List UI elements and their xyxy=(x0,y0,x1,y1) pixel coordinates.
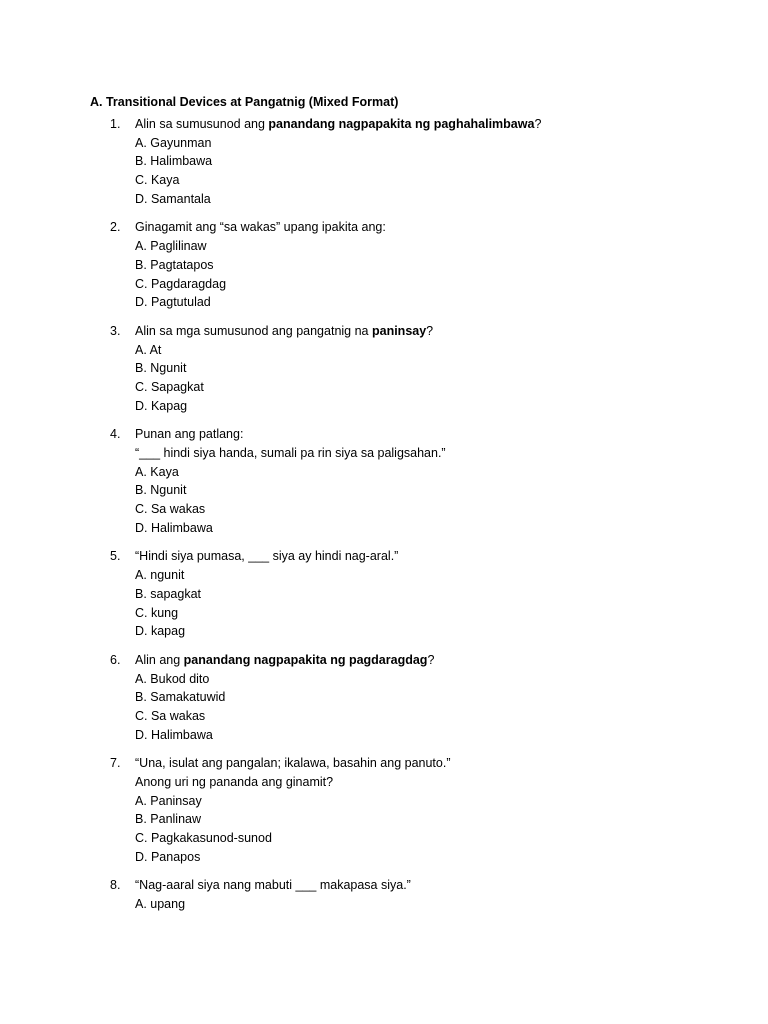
question-text-segment: ? xyxy=(426,323,434,338)
question-body xyxy=(135,547,768,640)
question-number: 6. xyxy=(110,652,121,667)
question-text-segment: ? xyxy=(534,117,542,131)
answer-option: B. sapagkat xyxy=(135,586,202,601)
question-text-segment: “Una, isulat ang pangalan; ikalawa, basahin ang panuto.” xyxy=(135,756,451,771)
answer-option: A. Paglilinaw xyxy=(135,239,207,254)
answer-option: A. At xyxy=(135,342,162,357)
answer-option: C. Sapagkat xyxy=(135,379,204,394)
question-number: 5. xyxy=(110,549,121,564)
question-text-segment: “___ hindi siya handa, sumali pa rin siya sa paligsahan.” xyxy=(135,446,446,460)
question-number: 3. xyxy=(110,323,121,338)
question-text xyxy=(135,547,768,566)
question-body xyxy=(135,218,768,311)
answer-option: B. Halimbawa xyxy=(135,154,213,169)
question-item xyxy=(0,876,768,913)
question-body xyxy=(135,322,768,415)
question-text-segment: Ginagamit ang “sa wakas” upang ipakita ang: xyxy=(135,220,386,235)
question-body xyxy=(135,651,768,744)
answer-option: A. Gayunman xyxy=(135,135,212,150)
question-number: 1. xyxy=(110,117,121,131)
answer-option: B. Panlinaw xyxy=(135,812,202,827)
question-item xyxy=(0,115,768,208)
answer-option: A. Kaya xyxy=(135,464,179,479)
question-text-segment: Alin ang xyxy=(135,652,184,667)
answer-option: D. Pagtutulad xyxy=(135,295,211,310)
question-text xyxy=(135,425,768,444)
answer-option: D. Halimbawa xyxy=(135,727,213,742)
question-text-segment: Anong uri ng pananda ang ginamit? xyxy=(135,775,334,789)
question-item xyxy=(0,218,768,311)
answer-option: C. Sa wakas xyxy=(135,502,206,517)
answer-option: A. ngunit xyxy=(135,568,185,583)
answer-option: D. Kapag xyxy=(135,398,188,413)
answer-option: B. Pagtatapos xyxy=(135,257,214,272)
question-item xyxy=(0,322,768,415)
question-number: 8. xyxy=(110,878,121,893)
question-body xyxy=(135,876,768,913)
question-item xyxy=(0,547,768,640)
answer-option: C. kung xyxy=(135,605,179,620)
question-emphasis: paninsay xyxy=(371,323,427,338)
answer-option: D. kapag xyxy=(135,624,186,639)
question-text xyxy=(135,322,768,341)
question-text xyxy=(135,444,768,463)
answer-option: B. Samakatuwid xyxy=(135,690,226,705)
question-text-segment: Alin sa sumusunod ang xyxy=(135,117,269,131)
question-body xyxy=(135,425,768,537)
answer-option: B. Ngunit xyxy=(135,361,187,376)
section-title: A. Transitional Devices at Pangatnig (Mixed Format) xyxy=(90,95,399,109)
question-list xyxy=(0,115,768,924)
question-number: 2. xyxy=(110,220,121,235)
question-text xyxy=(135,218,768,237)
answer-option: A. Paninsay xyxy=(135,793,202,808)
answer-option: D. Panapos xyxy=(135,849,201,864)
answer-option: A. upang xyxy=(135,897,186,912)
question-text-segment: Punan ang patlang: xyxy=(135,427,244,442)
question-item xyxy=(0,754,768,866)
answer-option: C. Sa wakas xyxy=(135,708,206,723)
question-text xyxy=(135,773,768,792)
question-body xyxy=(135,754,768,866)
question-text xyxy=(135,876,768,895)
question-text xyxy=(135,651,768,670)
question-number: 7. xyxy=(110,756,121,771)
question-emphasis: panandang nagpapakita ng paghahalimbawa xyxy=(268,117,535,131)
question-text xyxy=(135,115,768,134)
answer-option: C. Pagdaragdag xyxy=(135,276,227,291)
question-text-segment: ? xyxy=(427,652,435,667)
answer-option: B. Ngunit xyxy=(135,483,187,498)
question-text-segment: “Hindi siya pumasa, ___ siya ay hindi nag-aral.” xyxy=(135,549,399,564)
question-number: 4. xyxy=(110,427,121,442)
answer-option: D. Halimbawa xyxy=(135,520,213,535)
answer-option: A. Bukod dito xyxy=(135,671,210,686)
answer-option: C. Pagkakasunod-sunod xyxy=(135,831,272,846)
question-text-segment: Alin sa mga sumusunod ang pangatnig na xyxy=(135,323,372,338)
question-item xyxy=(0,651,768,744)
question-emphasis: panandang nagpapakita ng pagdaragdag xyxy=(183,652,428,667)
question-text-segment: “Nag-aaral siya nang mabuti ___ makapasa siya.” xyxy=(135,878,411,893)
question-text xyxy=(135,754,768,773)
question-item xyxy=(0,425,768,537)
answer-option: D. Samantala xyxy=(135,191,211,206)
answer-option: C. Kaya xyxy=(135,173,180,188)
question-body xyxy=(135,115,768,208)
